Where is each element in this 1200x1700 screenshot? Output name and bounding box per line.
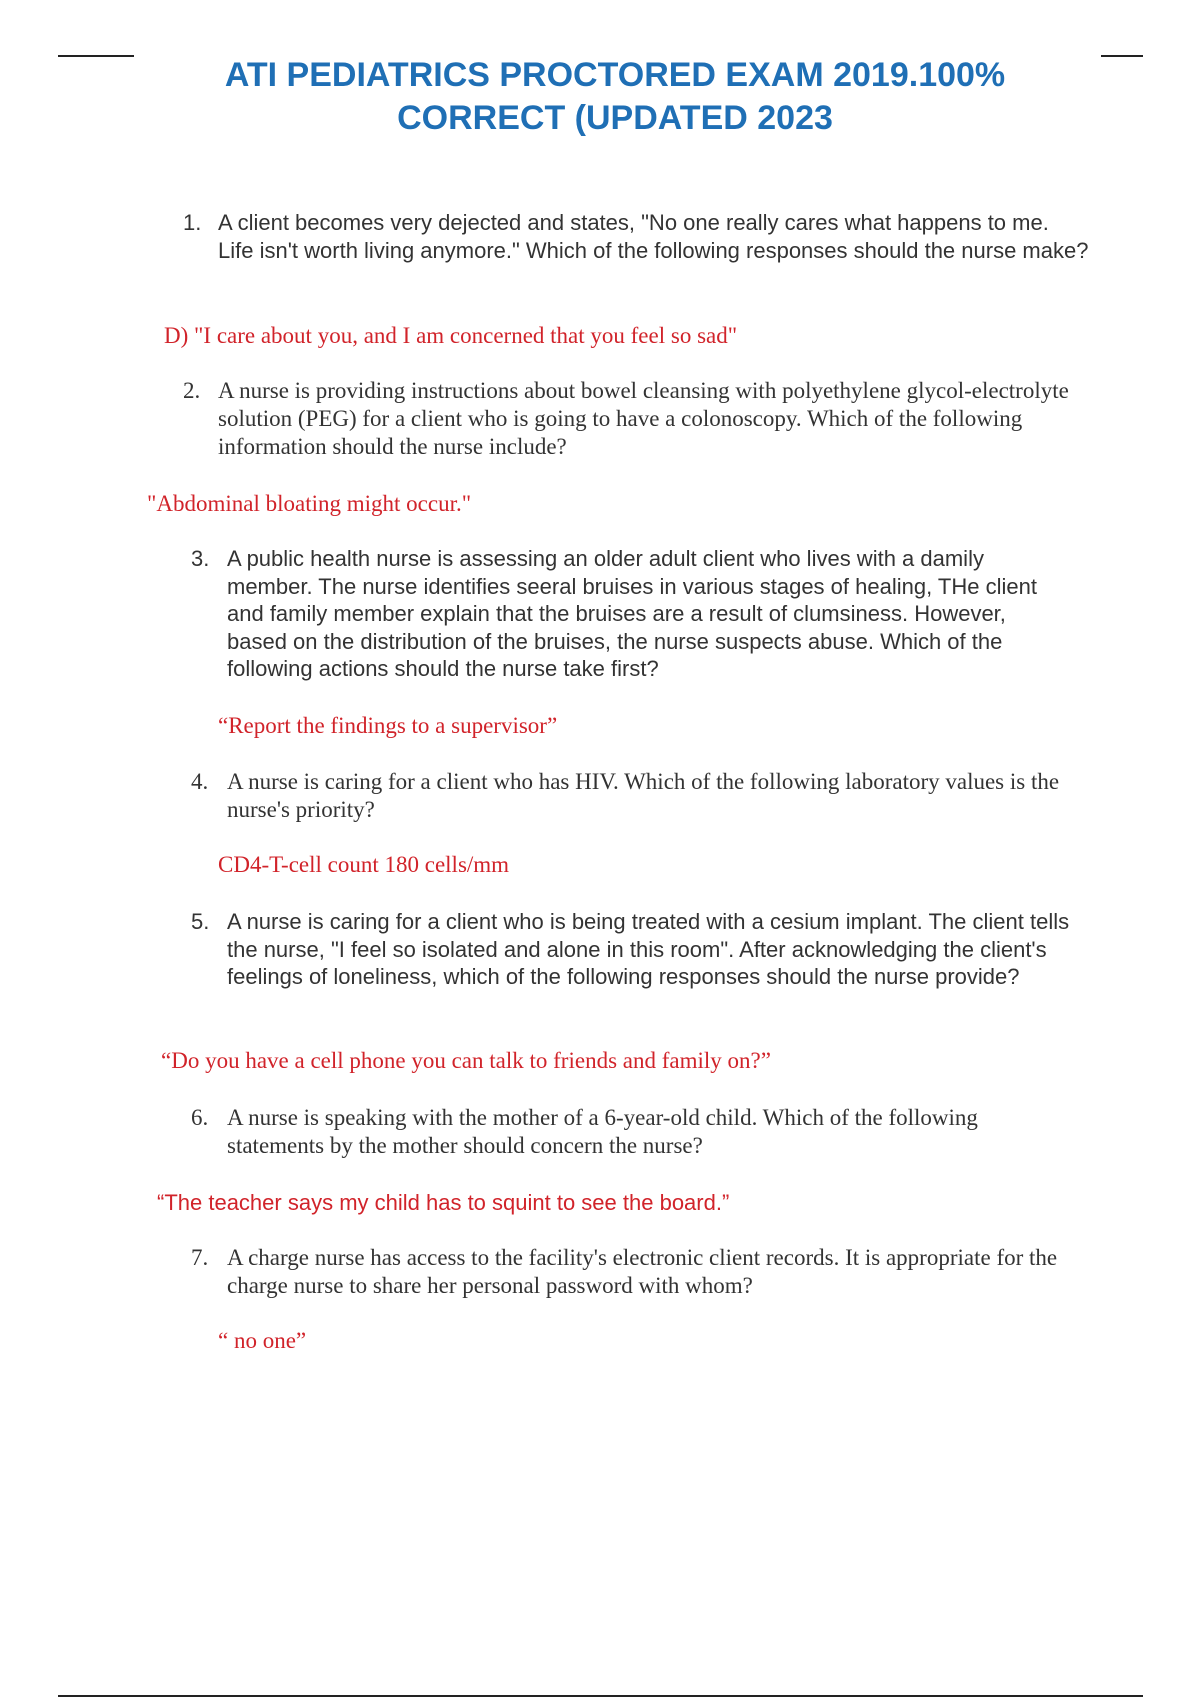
question-text: A public health nurse is assessing an older adult client who lives with a damily member. The nurse identifies seeral bruises in various stages of healing, THe client and family member explain that the bruises are a result of clumsiness. However, based on the distribution of the bruises, the nurse suspects abuse. Which of the following actions should the nurse take first? — [227, 546, 1037, 681]
question-1 — [183, 209, 1090, 264]
question-2 — [183, 377, 1080, 461]
answer-7: “ no one” — [218, 1328, 307, 1353]
question-text: A nurse is providing instructions about bowel cleansing with polyethylene glycol-electrolyte solution (PEG) for a client who is going to have a colonoscopy. Which of the following information should the nurse include? — [218, 378, 1069, 459]
question-number: 1. — [183, 210, 202, 235]
footer-rule — [58, 1695, 1143, 1697]
question-number: 3. — [191, 546, 210, 571]
question-number: 5. — [191, 909, 210, 934]
question-6 — [191, 1104, 1071, 1160]
question-text: A nurse is speaking with the mother of a 6-year-old child. Which of the following statements by the mother should concern the nurse? — [227, 1105, 978, 1158]
question-text: A client becomes very dejected and states, "No one really cares what happens to me. Life isn't worth living anymore." Which of the following responses should the nurse make? — [218, 210, 1089, 263]
question-number: 4. — [191, 769, 209, 794]
question-number: 7. — [191, 1245, 209, 1270]
question-3 — [191, 545, 1071, 683]
page-title-line-1: ATI PEDIATRICS PROCTORED EXAM 2019.100% — [224, 56, 1006, 94]
answer-5: “Do you have a cell phone you can talk to friends and family on?” — [161, 1048, 771, 1073]
question-text: A nurse is caring for a client who has HIV. Which of the following laboratory values is the nurse's priority? — [227, 769, 1060, 822]
answer-2: "Abdominal bloating might occur." — [147, 491, 472, 516]
page-title-line-2: CORRECT (UPDATED 2023 — [397, 99, 833, 137]
question-5 — [191, 908, 1071, 991]
question-7 — [191, 1244, 1071, 1300]
answer-1: D) "I care about you, and I am concerned that you feel so sad" — [164, 323, 738, 348]
answer-6: “The teacher says my child has to squint to see the board.” — [157, 1190, 730, 1215]
answer-3: “Report the findings to a supervisor” — [218, 713, 558, 738]
answer-4: CD4-T-cell count 180 cells/mm — [218, 852, 510, 877]
page-title — [0, 54, 1200, 140]
question-text: A nurse is caring for a client who is being treated with a cesium implant. The client tells the nurse, "I feel so isolated and alone in this room". After acknowledging the client's feelings of loneliness, which of the following responses should the nurse provide? — [227, 909, 1070, 989]
question-4 — [191, 768, 1071, 824]
question-number: 2. — [183, 378, 201, 403]
question-text: A charge nurse has access to the facility's electronic client records. It is appropriate for the charge nurse to share her personal password with whom? — [227, 1245, 1058, 1298]
question-number: 6. — [191, 1105, 209, 1130]
